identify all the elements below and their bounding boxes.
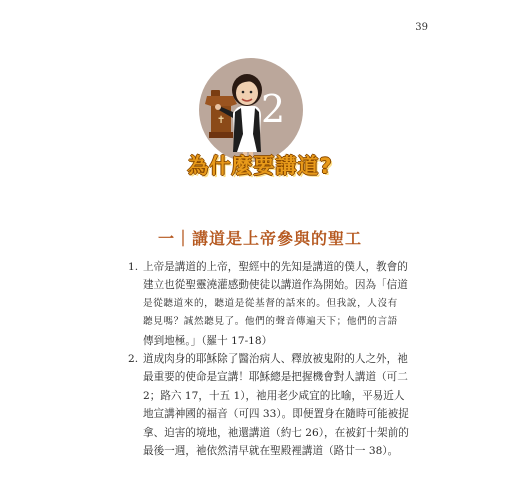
text-line: 傳到地極。」（羅十 17-18） [143, 334, 273, 347]
text-line: 地宣講神國的福音（可四 33）。即便置身在隨時可能被捉 [143, 408, 409, 421]
chapter-number: 2 [261, 87, 286, 131]
list-item [128, 258, 408, 350]
body-text [128, 258, 409, 460]
text-line: 最後一週，祂依然清早就在聖殿裡講道（路廿一 38）。 [143, 445, 399, 458]
chapter-title: 為什麼要講道? [187, 154, 333, 178]
text-line: 拿、迫害的境地，祂還講道（約七 26），在被釘十架前的 [143, 426, 409, 439]
text-line: 建立也從聖靈澆灌感動使徒以講道作為開始。因為「信道 [143, 279, 408, 292]
quote-line: 是從聽道來的，聽道是從基督的話來的。但我說，人沒有 [143, 297, 398, 309]
svg-text:✝: ✝ [217, 115, 226, 126]
section-heading: 一｜講道是上帝參與的聖工 [157, 229, 362, 248]
list-number: 2. [128, 353, 139, 366]
chapter-emblem [197, 56, 305, 164]
text-line: 道成肉身的耶穌除了醫治病人、釋放被鬼附的人之外，祂 [143, 353, 408, 366]
list-number: 1. [128, 261, 139, 273]
list-item [128, 350, 409, 460]
text-line: 2；路六 17，十五 1），祂用老少咸宜的比喻，平易近人 [143, 389, 405, 402]
text-line: 最重要的使命是宣講！耶穌總是把握機會對人講道（可二 [143, 371, 408, 384]
page-number: 39 [415, 22, 428, 33]
text-line: 上帝是講道的上帝，聖經中的先知是講道的僕人，教會的 [143, 261, 408, 273]
quote-line: 聽見嗎？誠然聽見了。他們的聲音傳遍天下；他們的言語 [143, 316, 398, 328]
preacher-illustration [197, 56, 305, 164]
